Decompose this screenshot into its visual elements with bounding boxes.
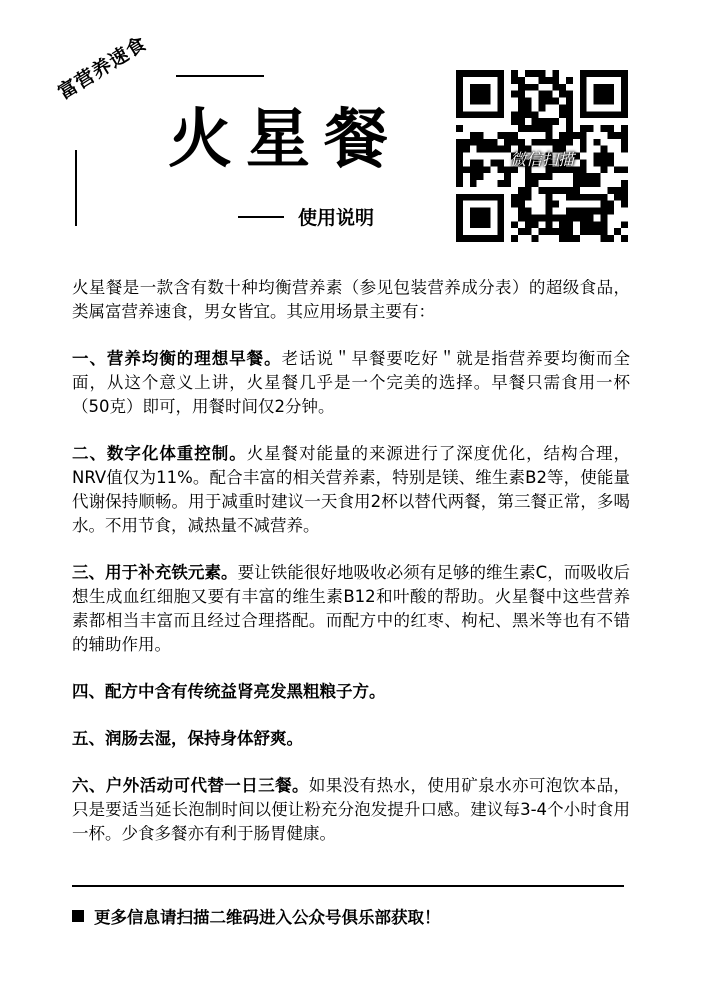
section-paragraph <box>72 442 630 538</box>
subtitle-dash <box>238 216 284 218</box>
section-text: 如果没有热水，使用矿泉水亦可泡饮本品，只是要适当延长泡制时间以便让粉充分泡发提升口感。建议每3-4个小时食用一杯。少食多餐亦有利于肠胃健康。 <box>72 776 630 843</box>
intro-paragraph: 火星餐是一款含有数十种均衡营养素（参见包装营养成分表）的超级食品，类属富营养速食，男女皆宜。其应用场景主要有： <box>72 278 630 321</box>
section-heading: 一、营养均衡的理想早餐。 <box>72 349 282 368</box>
section-paragraph <box>72 561 630 657</box>
footer-text: 更多信息请扫描二维码进入公众号俱乐部获取！ <box>94 908 441 927</box>
qr-code[interactable] <box>456 70 628 242</box>
section-paragraph <box>72 727 630 751</box>
section-heading: 二、数字化体重控制。 <box>72 444 247 463</box>
section-text: 火星餐对能量的来源进行了深度优化，结构合理，NRV值仅为11%。配合丰富的相关营养素，特别是镁、维生素B2等，使能量代谢保持顺畅。用于减重时建议一天食用2杯以替代两餐，第三餐正常，多喝水。不用节食，减热量不减营养。 <box>72 444 631 535</box>
square-icon <box>72 910 84 922</box>
header-left-rule <box>75 150 77 226</box>
section-text: 要让铁能很好地吸收必须有足够的维生素C，而吸收后想生成血红细胞又要有丰富的维生素B12和叶酸的帮助。火星餐中这些营养素都相当丰富而且经过合理搭配。而配方中的红枣、枸杞、黑米等也有不错的辅助作用。 <box>72 563 631 654</box>
section-heading: 五、润肠去湿，保持身体舒爽。 <box>72 729 303 748</box>
section-heading: 三、用于补充铁元素。 <box>72 563 238 582</box>
section-heading: 四、配方中含有传统益肾亮发黑粗粮子方。 <box>72 682 386 701</box>
section-text: 老话说＂早餐要吃好＂就是指营养要均衡而全面，从这个意义上讲，火星餐几乎是一个完美的选择。早餐只需食用一杯（50克）即可，用餐时间仅2分钟。 <box>72 349 631 416</box>
footer-note <box>72 904 441 928</box>
sections-list <box>72 347 630 846</box>
section-paragraph <box>72 347 630 419</box>
tagline: 富营养速食 <box>54 32 151 105</box>
section-heading: 六、户外活动可代替一日三餐。 <box>72 776 309 795</box>
qr-label: 微信扫描 <box>509 150 574 169</box>
footer-rule <box>72 885 624 887</box>
header-top-rule <box>176 75 264 77</box>
main-content <box>72 276 630 869</box>
subtitle: 使用说明 <box>298 207 375 229</box>
section-paragraph <box>72 774 630 846</box>
section-paragraph <box>72 680 630 704</box>
brand-title: 火星餐 <box>168 103 402 177</box>
